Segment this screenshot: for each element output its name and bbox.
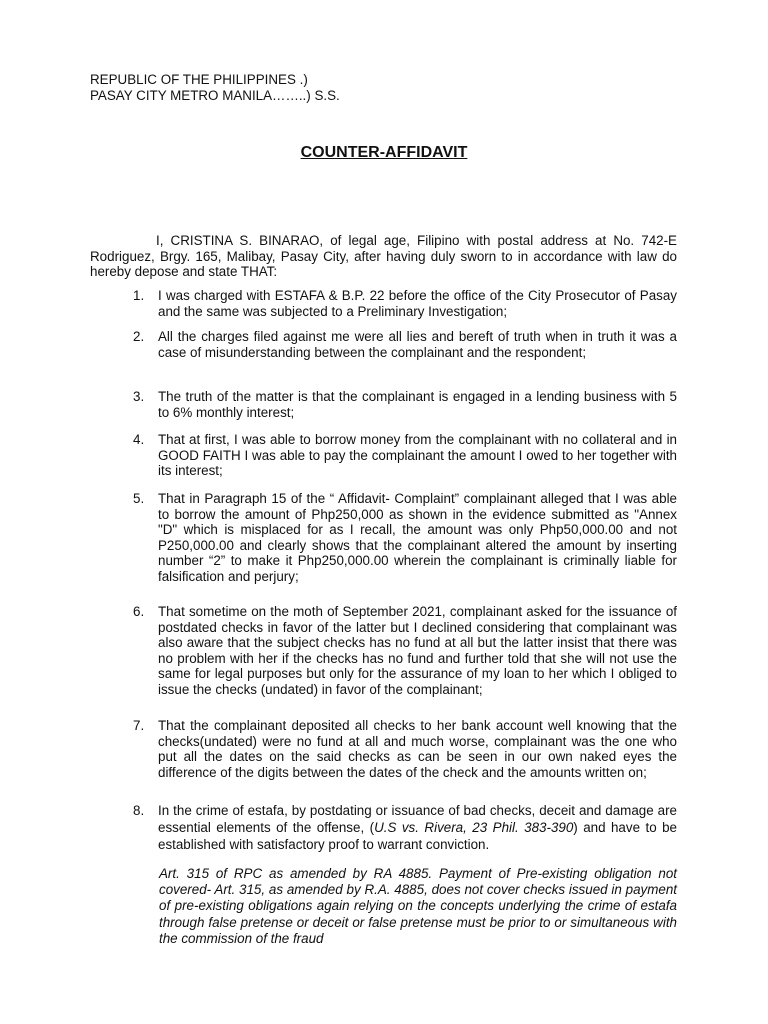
venue-line-city: PASAY CITY METRO MANILA……..) S.S.: [90, 88, 340, 103]
numbered-paragraph-8: [133, 802, 677, 853]
paragraph-text: All the charges filed against me were all lies and bereft of truth when in truth it was a case of misunderstanding between the complainant and the respondent;: [158, 329, 677, 360]
paragraph-number: 4.: [133, 432, 145, 447]
paragraph-text: That the complainant deposited all checks to her bank account well knowing that the checks(undated) were no fund at all and much worse, complainant was the one who put all the dates on the said checks as can be seen in our own naked eyes the difference of the digits between the dates of the check and the amounts written on;: [158, 718, 677, 780]
paragraph-number: 1.: [133, 288, 145, 303]
paragraph-text: That sometime on the moth of September 2021, complainant asked for the issuance of postdated checks in favor of the latter but I declined considering that complainant was also aware that the subject checks has no fund at all but the latter insist that there was no problem with her if the checks has no fund and further told that she will not use the same for legal purposes but only for the assurance of my loan to her which I obliged to issue the checks (undated) in favor of the complainant;: [158, 604, 677, 697]
paragraph-text: The truth of the matter is that the complainant is engaged in a lending business with 5 to 6% monthly interest;: [158, 389, 677, 420]
numbered-paragraph-2: [133, 329, 677, 360]
paragraph-number: 2.: [133, 329, 145, 344]
venue-line-republic: REPUBLIC OF THE PHILIPPINES .): [90, 72, 308, 87]
numbered-paragraph-4: [133, 432, 677, 479]
numbered-paragraph-1: [133, 288, 677, 319]
paragraph-text: I was charged with ESTAFA & B.P. 22 before the office of the City Prosecutor of Pasay and the same was subjected to a Preliminary Investigation;: [158, 288, 677, 319]
numbered-paragraph-5: [133, 491, 677, 584]
paragraph-text: [158, 802, 677, 853]
paragraph-number: 7.: [133, 718, 145, 733]
case-citation: U.S vs. Rivera, 23 Phil. 383-390: [374, 820, 574, 835]
document-title: COUNTER-AFFIDAVIT: [300, 144, 468, 161]
paragraph-text: That at first, I was able to borrow money from the complainant with no collateral and in GOOD FAITH I was able to pay the complainant the amount I owed to her together with its interest;: [158, 432, 677, 478]
paragraph-text-part: ) and have to be established with satisfactory proof to warrant conviction.: [158, 820, 677, 852]
paragraph-number: 5.: [133, 491, 145, 506]
paragraph-text: That in Paragraph 15 of the “ Affidavit- Complaint” complainant alleged that I was able to borrow the amount of Php250,000 as shown in the evidence submitted as "Annex "D" which is misplaced for as I recall, the amount was only Php50,000.00 and not P250,000.00 and clearly shows that the complainant altered the amount by inserting number “2” to make it Php250,000.00 wherein the complainant is criminally liable for falsification and perjury;: [158, 491, 677, 584]
legal-note-paragraph: Art. 315 of RPC as amended by RA 4885. Payment of Pre-existing obligation not covered- Art. 315, as amended by R.A. 4885, does not cover checks issued in payment of pre-existing obligations again relying on the concepts underlying the crime of estafa through false pretense or deceit or false pretense must be prior to or simultaneous with the commission of the fraud: [159, 866, 677, 946]
numbered-paragraph-6: [133, 604, 677, 697]
paragraph-number: 6.: [133, 604, 145, 619]
numbered-paragraph-7: [133, 718, 677, 780]
paragraph-text-part: In the crime of estafa, by postdating or issuance of bad checks, deceit and damage are essential elements of the offense, (: [158, 803, 677, 835]
paragraph-number: 3.: [133, 389, 145, 404]
intro-paragraph: I, CRISTINA S. BINARAO, of legal age, Filipino with postal address at No. 742-E Rodriguez, Brgy. 165, Malibay, Pasay City, after having duly sworn to in accordance with law do hereby depose and state THAT:: [90, 233, 677, 279]
paragraph-number: 8.: [133, 803, 145, 818]
numbered-paragraph-3: [133, 389, 677, 420]
